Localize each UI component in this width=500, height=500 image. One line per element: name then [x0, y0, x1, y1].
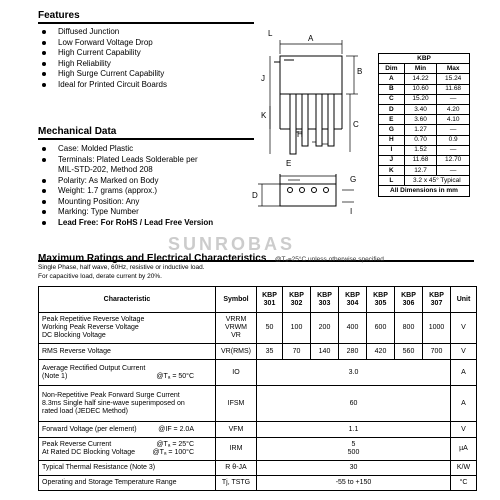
table-cell: B [379, 84, 405, 94]
table-cell: 400 [339, 313, 367, 344]
table-row [379, 145, 470, 155]
table-cell: I [379, 145, 405, 155]
cell-line: Working Peak Reverse Voltage [42, 324, 139, 331]
table-cell: Operating and Storage Temperature Range [39, 476, 216, 491]
column-header: KBP 301 [257, 287, 283, 313]
dim-label-I: I [350, 207, 353, 216]
table-cell: 420 [367, 344, 395, 360]
dim-label-D: D [252, 191, 258, 200]
table-cell: V [451, 344, 477, 360]
table-row [379, 155, 470, 165]
table-cell: °C [451, 476, 477, 491]
table-cell: A [379, 74, 405, 84]
table-cell: 3.40 [404, 104, 437, 114]
table-row [379, 176, 470, 186]
dim-label-B: B [357, 67, 363, 76]
table-row [379, 115, 470, 125]
table-cell: 12.70 [437, 155, 470, 165]
table-row [379, 74, 470, 84]
table-cell: 0.9 [437, 135, 470, 145]
table-cell: 4.20 [437, 104, 470, 114]
cell-condition: @Tₐ = 50°C [156, 372, 194, 380]
table-cell: µA [451, 438, 477, 461]
table-cell: J [379, 155, 405, 165]
table-cell: C [379, 94, 405, 104]
cell-text: Forward Voltage (per element) [42, 425, 137, 433]
table-cell: -55 to +150 [257, 476, 451, 491]
column-header: Dim [379, 64, 405, 74]
table-row [379, 166, 470, 176]
list-item: Diffused Junction [38, 27, 167, 38]
table-cell: — [437, 94, 470, 104]
table-cell: 3.0 [257, 360, 451, 386]
features-header [38, 10, 254, 24]
table-cell [39, 438, 216, 461]
dim-label-C: C [353, 120, 359, 129]
ratings-notes [38, 263, 205, 281]
cell-text: Peak Reverse Current [42, 441, 112, 448]
table-cell: VFM [216, 422, 257, 438]
note-line: Single Phase, half wave, 60Hz, resistive or inductive load. [38, 264, 205, 271]
table-cell: 100 [283, 313, 311, 344]
cell-line [42, 449, 212, 457]
list-item: Low Forward Voltage Drop [38, 38, 167, 49]
table-cell: K [379, 166, 405, 176]
ratings-title: Maximum Ratings and Electrical Characteristics [38, 253, 267, 264]
table-cell: K/W [451, 461, 477, 476]
table-cell: 11.68 [437, 84, 470, 94]
table-cell: V [451, 313, 477, 344]
table-cell: 10.60 [404, 84, 437, 94]
dimensions-table [378, 53, 470, 197]
table-cell [39, 313, 216, 344]
table-cell: VR(RMS) [216, 344, 257, 360]
table-cell: 700 [423, 344, 451, 360]
mechanical-title: Mechanical Data [38, 126, 117, 137]
table-cell: A [451, 386, 477, 422]
ratings-table [38, 286, 477, 491]
list-item: Mounting Position: Any [38, 197, 213, 208]
cell-line [42, 373, 212, 381]
dim-label-E: E [286, 159, 292, 168]
table-cell [39, 360, 216, 386]
table-header-row [39, 287, 477, 313]
package-outline-diagram [250, 24, 370, 222]
table-cell: IO [216, 360, 257, 386]
table-cell: 0.70 [404, 135, 437, 145]
column-header: KBP 305 [367, 287, 395, 313]
table-cell: 12.7 [404, 166, 437, 176]
cell-line: Peak Repetitive Reverse Voltage [42, 316, 145, 323]
cell-text: At Rated DC Blocking Voltage [42, 449, 135, 456]
cell-condition: @IF = 2.0A [158, 425, 194, 433]
features-list [38, 27, 167, 90]
table-cell: V [451, 422, 477, 438]
list-item: Marking: Type Number [38, 207, 213, 218]
cell-line: DC Blocking Voltage [42, 332, 106, 339]
table-row [379, 94, 470, 104]
column-header: KBP 304 [339, 287, 367, 313]
table-cell: A [451, 360, 477, 386]
table-cell: IFSM [216, 386, 257, 422]
cell-line: VRWM [224, 324, 248, 331]
column-header: KBP 302 [283, 287, 311, 313]
dim-label-J: J [261, 74, 265, 83]
table-cell: IRM [216, 438, 257, 461]
cell-line [42, 441, 212, 449]
mechanical-header [38, 126, 254, 140]
table-row [39, 438, 477, 461]
table-cell: 60 [257, 386, 451, 422]
table-cell: H [379, 135, 405, 145]
table-row [39, 476, 477, 491]
column-header: Characteristic [39, 287, 216, 313]
table-row [39, 386, 477, 422]
table-title: KBP [379, 54, 470, 64]
table-cell: Tj, TSTG [216, 476, 257, 491]
list-item: Weight: 1.7 grams (approx.) [38, 186, 213, 197]
table-cell: 1.1 [257, 422, 451, 438]
cell-condition: @Tₐ = 100°C [152, 449, 194, 456]
table-cell: 3.60 [404, 115, 437, 125]
cell-line: VRRM [225, 316, 247, 323]
features-title: Features [38, 10, 80, 21]
table-cell: 800 [395, 313, 423, 344]
list-item: High Reliability [38, 59, 167, 70]
table-cell: 70 [283, 344, 311, 360]
table-row [379, 84, 470, 94]
table-cell: 1000 [423, 313, 451, 344]
table-cell: L [379, 176, 405, 186]
column-header: Symbol [216, 287, 257, 313]
dim-label-A: A [308, 34, 314, 43]
table-cell: 600 [367, 313, 395, 344]
table-cell: 280 [339, 344, 367, 360]
table-row [39, 360, 477, 386]
column-header: KBP 303 [311, 287, 339, 313]
table-cell: 140 [311, 344, 339, 360]
table-cell: 3.2 x 45° Typical [404, 176, 469, 186]
ratings-title-condition: @Tₐ=25°C unless otherwise specified [274, 256, 384, 263]
table-cell: 50 [257, 313, 283, 344]
table-cell: 11.68 [404, 155, 437, 165]
column-header: Unit [451, 287, 477, 313]
cell-line: 8.3ms Single half sine-wave superimposed on [42, 399, 185, 407]
cell-line: 500 [347, 449, 360, 456]
table-cell: 560 [395, 344, 423, 360]
table-cell: 200 [311, 313, 339, 344]
dim-label-G: G [350, 175, 357, 184]
mechanical-list [38, 144, 213, 228]
table-cell: — [437, 145, 470, 155]
column-header: KBP 306 [395, 287, 423, 313]
column-header: KBP 307 [423, 287, 451, 313]
table-cell: R θ-JA [216, 461, 257, 476]
table-footer: All Dimensions in mm [379, 186, 470, 196]
table-cell: Typical Thermal Resistance (Note 3) [39, 461, 216, 476]
list-item: Ideal for Printed Circuit Boards [38, 80, 167, 91]
table-cell [39, 422, 216, 438]
list-item: High Surge Current Capability [38, 69, 167, 80]
table-cell: — [437, 166, 470, 176]
table-cell: 4.10 [437, 115, 470, 125]
table-cell: RMS Reverse Voltage [39, 344, 216, 360]
dim-label-K: K [261, 111, 267, 120]
table-cell [39, 386, 216, 422]
package-side-view [258, 174, 357, 206]
list-item: MIL-STD-202, Method 208 [58, 165, 153, 174]
cell-text: (Note 1) [42, 372, 68, 380]
column-header: Max [437, 64, 470, 74]
table-cell: G [379, 125, 405, 135]
list-item: High Current Capability [38, 48, 167, 59]
table-cell: 1.27 [404, 125, 437, 135]
cell-line: Average Rectified Output Current [42, 364, 146, 372]
table-row [39, 422, 477, 438]
table-cell: 30 [257, 461, 451, 476]
table-cell: 15.24 [437, 74, 470, 84]
table-cell: — [437, 125, 470, 135]
table-row [379, 104, 470, 114]
table-row [379, 125, 470, 135]
list-item: Case: Molded Plastic [38, 144, 213, 155]
cell-line: VR [231, 332, 241, 339]
table-cell: E [379, 115, 405, 125]
dim-label-H: H [297, 130, 303, 139]
column-header: Min [404, 64, 437, 74]
dim-label-L: L [268, 29, 273, 38]
table-cell: D [379, 104, 405, 114]
list-item: Terminals: Plated Leads Solderable per [38, 155, 213, 166]
table-cell: 14.22 [404, 74, 437, 84]
watermark-text: SUNROBAS [168, 234, 296, 254]
table-cell: 1.52 [404, 145, 437, 155]
table-cell: 15.20 [404, 94, 437, 104]
list-item: Lead Free: For RoHS / Lead Free Version [38, 218, 213, 229]
table-row [379, 135, 470, 145]
table-row [39, 461, 477, 476]
cell-line: Non-Repetitive Peak Forward Surge Current [42, 391, 180, 399]
table-row [39, 344, 477, 360]
table-cell [257, 438, 451, 461]
cell-line: rated load (JEDEC Method) [42, 407, 128, 415]
cell-line: 5 [351, 441, 356, 448]
cell-condition: @Tₐ = 25°C [156, 441, 194, 448]
table-cell [216, 313, 257, 344]
table-cell: 35 [257, 344, 283, 360]
note-line: For capacitive load, derate current by 20%. [38, 273, 162, 280]
table-row [39, 313, 477, 344]
package-leads [290, 94, 334, 154]
list-item: Polarity: As Marked on Body [38, 176, 213, 187]
